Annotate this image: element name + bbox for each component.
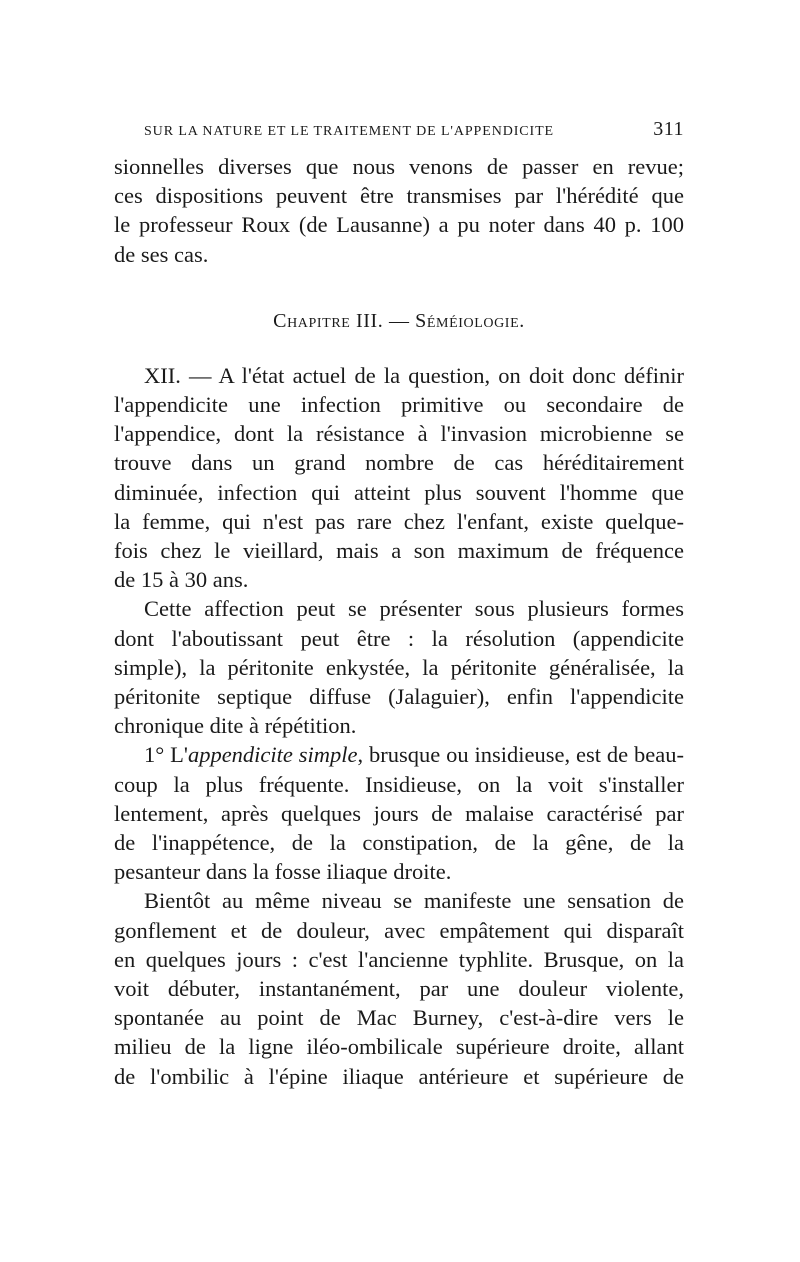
book-page bbox=[114, 118, 684, 1091]
text-line: lentement, après quelques jours de malaise caractérisé par bbox=[114, 800, 684, 826]
chapter-heading bbox=[114, 307, 684, 336]
running-header bbox=[144, 118, 684, 144]
text-line: l'appendicite une infection primitive ou secondaire de bbox=[114, 392, 684, 418]
text-line: la femme, qui n'est pas rare chez l'enfant, existe quelque- bbox=[114, 508, 684, 534]
text-line: le professeur Roux (de Lausanne) a pu noter dans 40 p. 100 bbox=[114, 212, 684, 238]
text-line: milieu de la ligne iléo-ombilicale supérieure droite, allant bbox=[114, 1034, 684, 1060]
page-number: 311 bbox=[653, 118, 684, 140]
paragraph-continuation bbox=[114, 152, 684, 269]
text-line: Cette affection peut se présenter sous plusieurs formes bbox=[144, 596, 684, 622]
paragraph-forms bbox=[114, 594, 684, 740]
text-line: en quelques jours : c'est l'ancienne typhlite. Brusque, on la bbox=[114, 946, 684, 972]
text-line: chronique dite à répétition. bbox=[114, 713, 357, 739]
text-line: diminuée, infection qui atteint plus souvent l'homme que bbox=[114, 479, 684, 505]
text-line: Bientôt au même niveau se manifeste une sensation de bbox=[144, 888, 684, 914]
text-line: voit débuter, instantanément, par une douleur violente, bbox=[114, 976, 684, 1002]
text-line: l'appendice, dont la résistance à l'invasion microbienne se bbox=[114, 421, 684, 447]
text-line: de l'ombilic à l'épine iliaque antérieure et supérieure de bbox=[114, 1063, 684, 1089]
chapter-heading-text: Chapitre III. — Séméiologie. bbox=[273, 309, 525, 332]
text-line: trouve dans un grand nombre de cas héréditairement bbox=[114, 450, 684, 476]
text-line: spontanée au point de Mac Burney, c'est-à-dire vers le bbox=[114, 1005, 684, 1031]
paragraph-definition bbox=[114, 361, 684, 595]
text-line: pesanteur dans la fosse iliaque droite. bbox=[114, 859, 452, 885]
body-text bbox=[114, 152, 684, 1091]
paragraph-symptoms bbox=[114, 886, 684, 1090]
text-line: fois chez le vieillard, mais a son maximum de fréquence bbox=[114, 538, 684, 564]
text-line bbox=[114, 740, 684, 769]
para-prefix: 1° L' bbox=[144, 742, 188, 768]
text-line: sionnelles diverses que nous venons de passer en revue; bbox=[114, 154, 684, 179]
italic-term: appendicite simple bbox=[187, 742, 358, 768]
text-line: simple), la péritonite enkystée, la péritonite généralisée, la bbox=[114, 654, 684, 680]
text-line: de ses cas. bbox=[114, 241, 209, 267]
text-line: de 15 à 30 ans. bbox=[114, 567, 249, 593]
running-title: SUR LA NATURE ET LE TRAITEMENT DE L'APPENDICITE bbox=[144, 124, 554, 139]
paragraph-simple-appendicitis bbox=[114, 740, 684, 886]
text-line: coup la plus fréquente. Insidieuse, on la voit s'installer bbox=[114, 771, 684, 797]
text-line: XII. — A l'état actuel de la question, on doit donc définir bbox=[144, 362, 684, 388]
text-line: dont l'aboutissant peut être : la résolution (appendicite bbox=[114, 625, 684, 651]
text-line: de l'inappétence, de la constipation, de la gêne, de la bbox=[114, 830, 684, 856]
text-line: ces dispositions peuvent être transmises par l'hérédité que bbox=[114, 183, 684, 209]
para-rest: , brusque ou insidieuse, est de beau- bbox=[357, 742, 684, 768]
text-line: péritonite septique diffuse (Jalaguier), enfin l'appendicite bbox=[114, 684, 684, 710]
text-line: gonflement et de douleur, avec empâtement qui disparaît bbox=[114, 917, 684, 943]
